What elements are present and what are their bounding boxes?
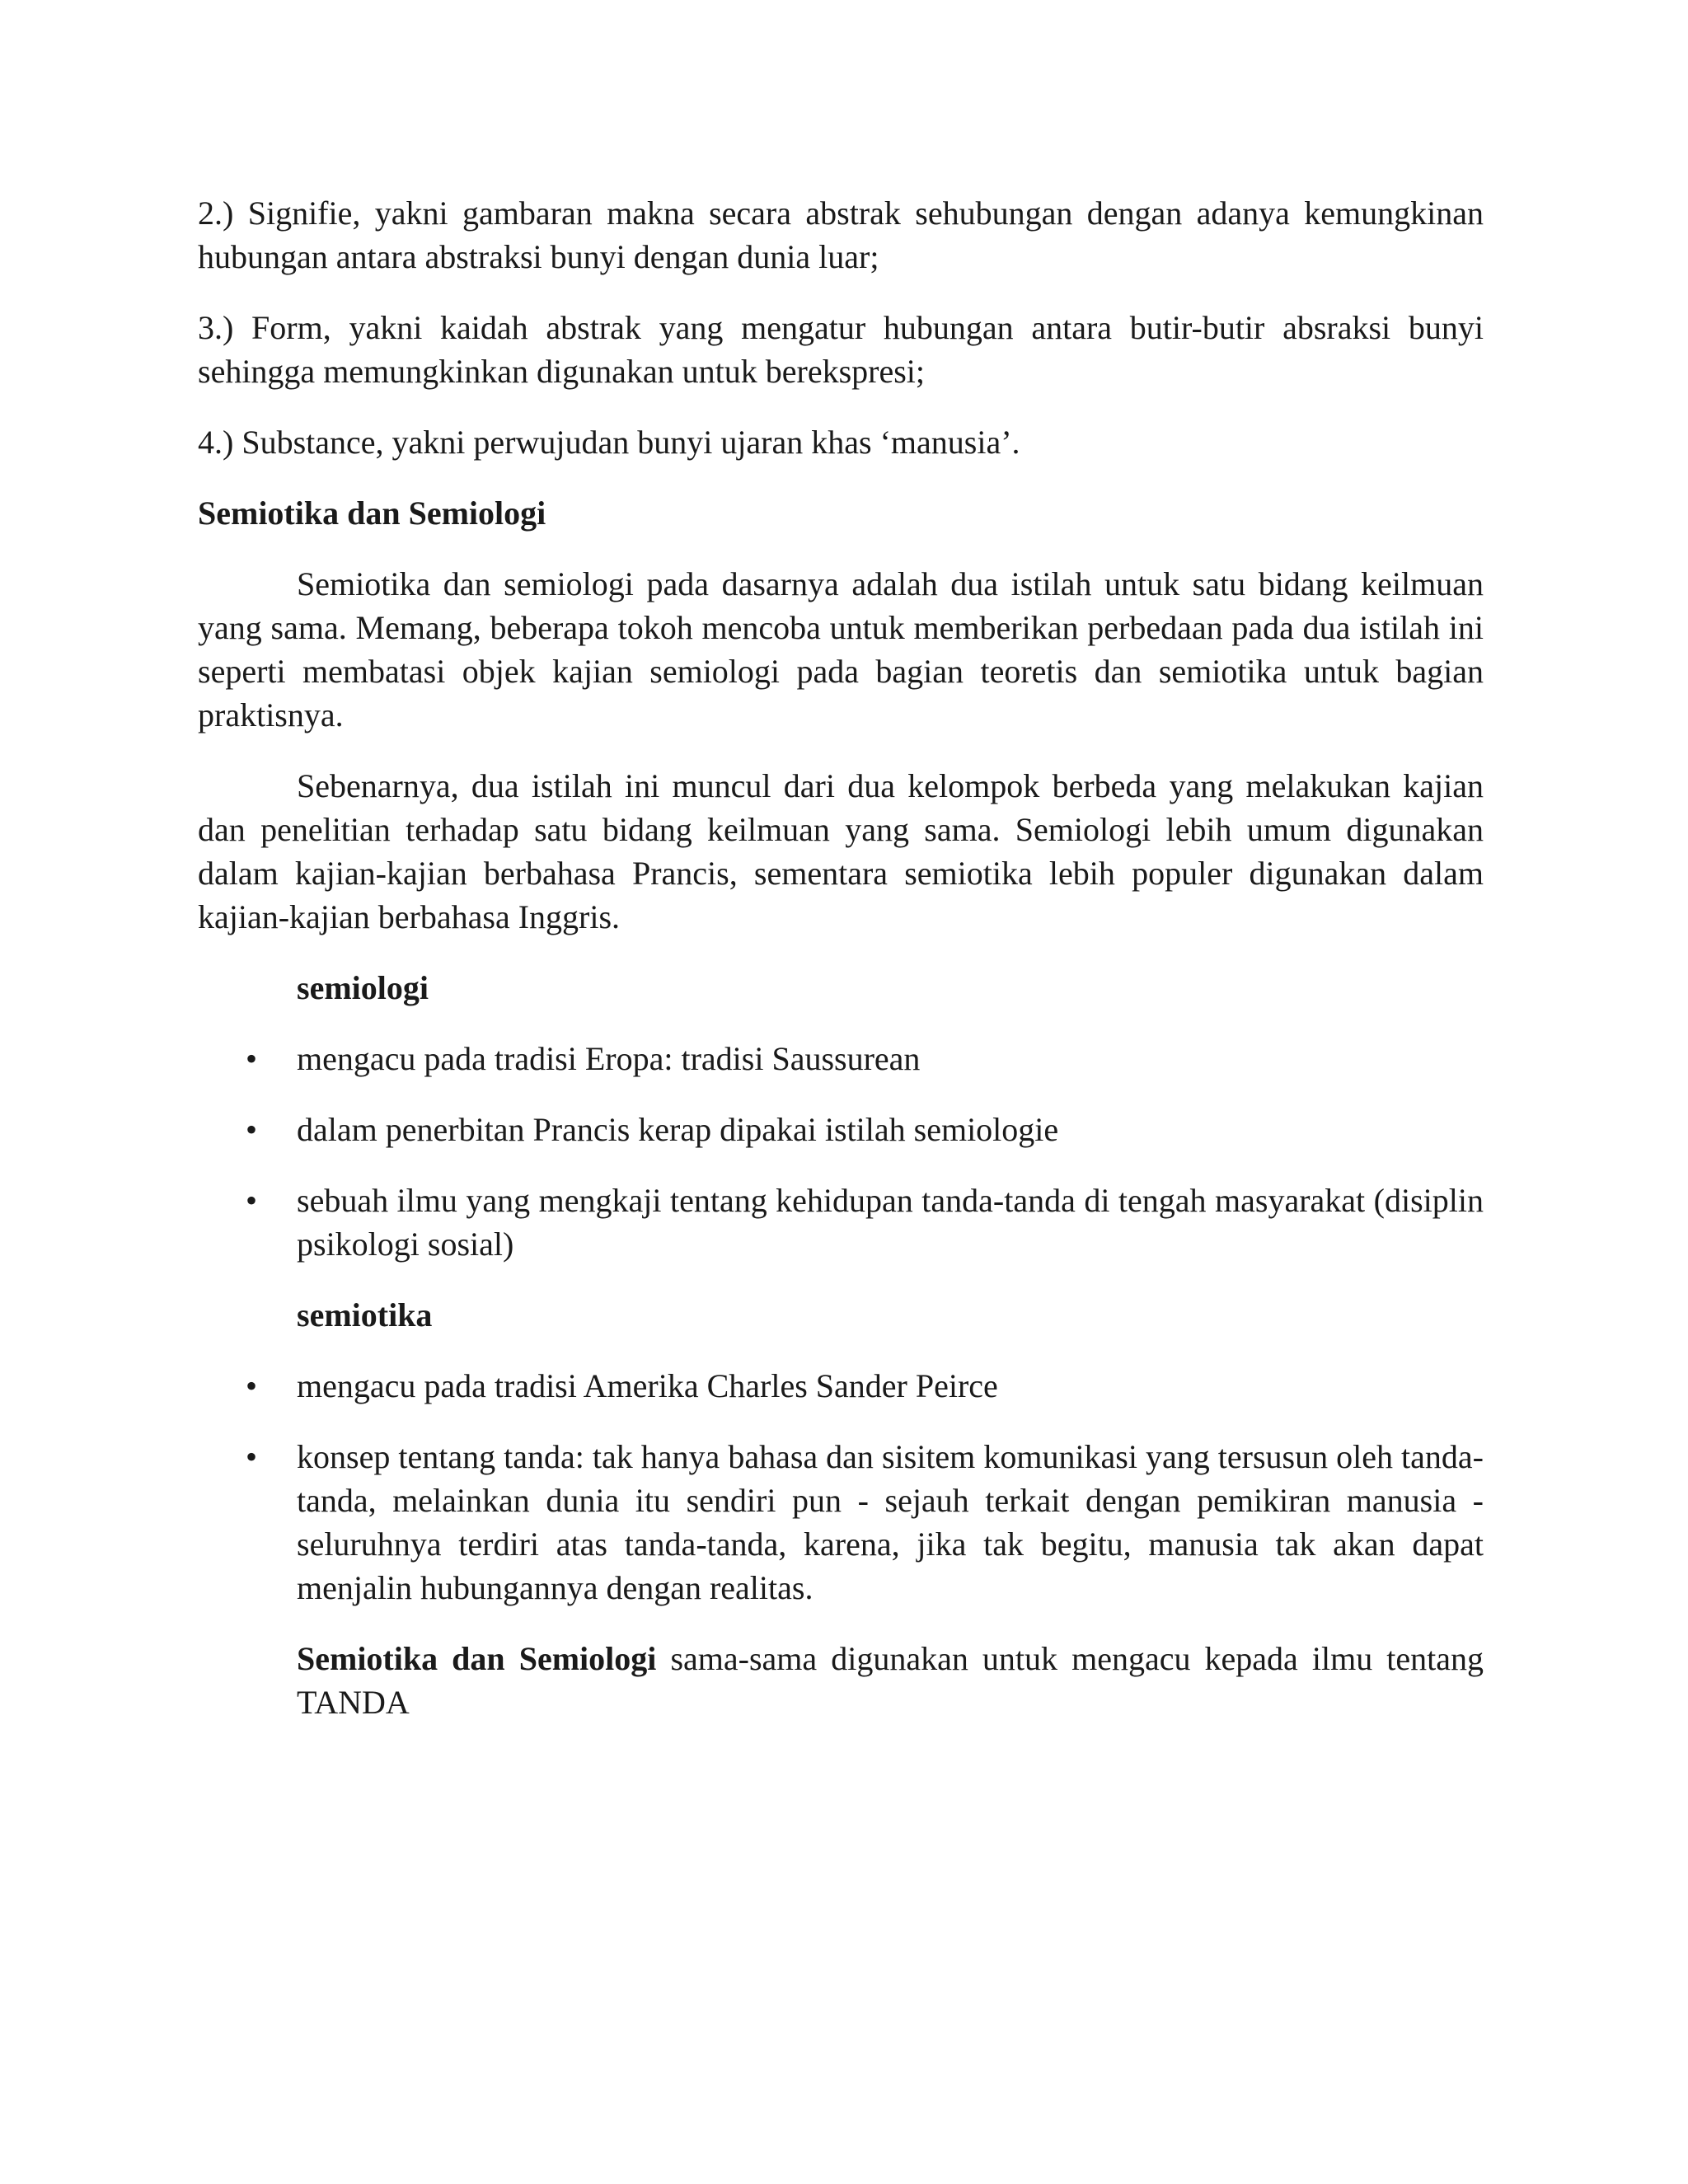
paragraph-substance: 4.) Substance, yakni perwujudan bunyi ujaran khas ‘manusia’.: [198, 424, 1020, 461]
list-item-text: konsep tentang tanda: tak hanya bahasa dan sisitem komunikasi yang tersusun oleh tanda-tanda, melainkan dunia itu sendiri pun - sejauh terkait dengan pemikiran manusia - seluruhnya terdiri atas tanda-tanda, karena, jika tak begitu, manusia tak akan dapat menjalin hubungannya dengan realitas.: [297, 1438, 1484, 1606]
body-paragraph-2: Sebenarnya, dua istilah ini muncul dari dua kelompok berbeda yang melakukan kajian dan penelitian terhadap satu bidang keilmuan yang sama. Semiologi lebih umum digunakan dalam kajian-kajian berbahasa Prancis, sementara semiotika lebih populer digunakan dalam kajian-kajian berbahasa Inggris.: [198, 767, 1484, 935]
document-page: [198, 191, 1484, 1751]
list-item: [198, 1364, 1484, 1408]
paragraph-form: 3.) Form, yakni kaidah abstrak yang mengatur hubungan antara butir-butir absraksi bunyi sehingga memungkinkan digunakan untuk berekspresi;: [198, 309, 1484, 390]
list-item: [198, 1108, 1484, 1151]
semiotika-list: [198, 1364, 1484, 1610]
bullet-icon: •: [246, 1111, 258, 1148]
bullet-icon: •: [246, 1182, 258, 1219]
list-item-text: mengacu pada tradisi Amerika Charles Sander Peirce: [297, 1367, 998, 1404]
section-heading: Semiotika dan Semiologi: [198, 494, 546, 532]
closing-text: sama-sama digunakan untuk mengacu kepada ilmu tentang TANDA: [297, 1640, 1484, 1721]
list-item: [198, 1037, 1484, 1080]
list-item-text: mengacu pada tradisi Eropa: tradisi Saussurean: [297, 1040, 921, 1077]
closing-bold-text: Semiotika dan Semiologi: [297, 1640, 657, 1677]
semiologi-list: [198, 1037, 1484, 1266]
bullet-icon: •: [246, 1367, 258, 1404]
list-item: [198, 1179, 1484, 1266]
closing-paragraph: [297, 1637, 1484, 1724]
paragraph-signifie: 2.) Signifie, yakni gambaran makna secara abstrak sehubungan dengan adanya kemungkinan hubungan antara abstraksi bunyi dengan dunia luar;: [198, 194, 1484, 275]
list-item: [198, 1435, 1484, 1610]
semiologi-heading: semiologi: [297, 969, 429, 1006]
list-item-text: sebuah ilmu yang mengkaji tentang kehidupan tanda-tanda di tengah masyarakat (disiplin psikologi sosial): [297, 1182, 1484, 1263]
body-paragraph-1: Semiotika dan semiologi pada dasarnya adalah dua istilah untuk satu bidang keilmuan yang sama. Memang, beberapa tokoh mencoba untuk memberikan perbedaan pada dua istilah ini seperti membatasi objek kajian semiologi pada bagian teoretis dan semiotika untuk bagian praktisnya.: [198, 565, 1484, 733]
bullet-icon: •: [246, 1040, 258, 1077]
bullet-icon: •: [246, 1438, 258, 1475]
list-item-text: dalam penerbitan Prancis kerap dipakai istilah semiologie: [297, 1111, 1059, 1148]
semiotika-heading: semiotika: [297, 1296, 433, 1333]
